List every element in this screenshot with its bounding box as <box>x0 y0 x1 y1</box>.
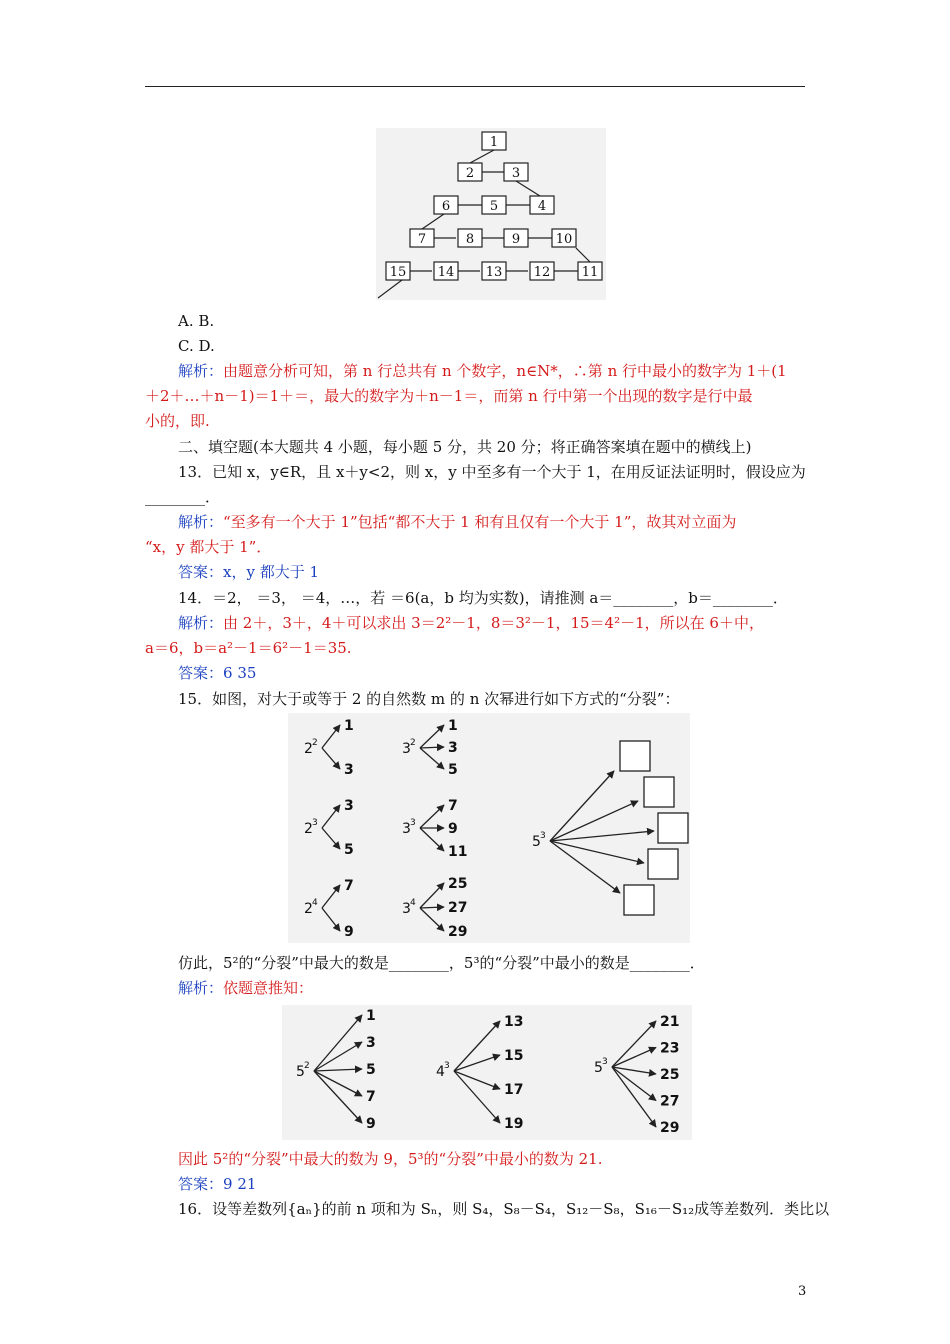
power-base: 4 <box>436 1064 445 1080</box>
analysis12-line-2: ＋2＋…＋n－1)＝1＋＝，最大的数字为＋n－1＝，而第 n 行中第一个出现的数字是行中最 <box>145 387 753 405</box>
triangle-number: 10 <box>555 232 573 247</box>
split-value: 5 <box>344 842 354 858</box>
analysis-label: 解析： <box>178 362 224 380</box>
split-arrow <box>322 828 340 849</box>
triangle-number: 14 <box>437 265 455 280</box>
split-arrow <box>454 1071 500 1089</box>
q13-analysis-line-2: “x，y 都大于 1”． <box>145 538 272 556</box>
q13-analysis-line-1 <box>178 511 810 533</box>
split-value: 13 <box>504 1014 524 1030</box>
split-value: 3 <box>448 740 458 756</box>
split-value: 19 <box>504 1116 524 1132</box>
power-base: 2 <box>304 741 313 757</box>
split-arrow <box>420 907 444 908</box>
q13-answer <box>178 561 810 583</box>
split-figure-1 <box>288 713 690 943</box>
split-value: 25 <box>660 1067 680 1083</box>
split-value: 5 <box>366 1062 376 1078</box>
split-arrow <box>322 725 340 748</box>
power-base: 3 <box>402 901 411 917</box>
power-exponent: 4 <box>312 898 318 908</box>
page-number: 3 <box>798 1284 807 1299</box>
triangle-number: 8 <box>465 232 475 247</box>
q14-answer <box>178 662 810 684</box>
split-arrow <box>322 885 340 908</box>
power-base: 5 <box>532 834 541 850</box>
split-value: 1 <box>344 718 354 734</box>
triangle-number: 1 <box>489 135 499 150</box>
power-exponent: 3 <box>444 1061 450 1071</box>
q16-line-1: 16．设等差数列{aₙ}的前 n 项和为 Sₙ，则 S₄，S₈－S₄，S₁₂－S₈，S₁₆－S₁₂成等差数列．类比以 <box>178 1200 830 1218</box>
split-value: 9 <box>366 1116 376 1132</box>
split-arrow <box>314 1042 362 1071</box>
q14-line-1: 14．＝2， ＝3， ＝4，…，若 ＝6(a，b 均为实数)，请推测 a＝________，b＝________． <box>178 589 788 607</box>
blank-box <box>624 885 654 915</box>
q15-conclusion: 因此 5²的“分裂”中最大的数为 9，5³的“分裂”中最小的数为 21. <box>178 1150 603 1168</box>
split-value: 11 <box>448 844 468 860</box>
split-figure-2 <box>282 1005 692 1140</box>
split-value: 7 <box>366 1089 376 1105</box>
split-arrow <box>420 748 444 769</box>
split-value: 7 <box>344 878 354 894</box>
split-value: 29 <box>660 1120 680 1136</box>
split-arrow <box>314 1069 362 1071</box>
split-arrow <box>550 831 654 841</box>
split-value: 27 <box>448 900 468 916</box>
answer-text: 6 35 <box>223 664 257 682</box>
header-rule <box>145 86 805 87</box>
split-arrow <box>420 908 444 931</box>
blank-box <box>648 849 678 879</box>
section-2-heading: 二、填空题(本大题共 4 小题，每小题 5 分，共 20 分；将正确答案填在题中的横线上) <box>178 438 752 456</box>
split-value: 3 <box>344 798 354 814</box>
power-exponent: 3 <box>602 1057 608 1067</box>
split-arrow <box>420 747 444 748</box>
split-arrow <box>612 1021 656 1067</box>
split-arrow <box>420 805 444 828</box>
number-triangle-figure <box>376 128 606 300</box>
triangle-number: 7 <box>417 232 427 247</box>
triangle-number: 3 <box>511 166 521 181</box>
split-value: 15 <box>504 1048 524 1064</box>
blank-box <box>620 741 650 771</box>
split-arrow <box>612 1067 656 1101</box>
analysis-text: 依题意推知： <box>223 979 314 997</box>
analysis-text: 由 2＋，3＋，4＋可以求出 3＝2²－1，8＝3²－1，15＝4²－1，所以在 6＋中， <box>223 614 764 632</box>
split-arrow <box>322 748 340 769</box>
power-base: 2 <box>304 901 313 917</box>
split-arrow <box>420 828 444 851</box>
power-exponent: 3 <box>312 818 318 828</box>
power-exponent: 2 <box>410 738 416 748</box>
split-arrow <box>314 1071 362 1096</box>
split-value: 9 <box>448 821 458 837</box>
split-value: 23 <box>660 1040 680 1057</box>
power-base: 5 <box>296 1064 305 1080</box>
options-line-1: A. B. <box>178 312 215 330</box>
triangle-number: 2 <box>465 166 475 181</box>
split-arrow <box>322 805 340 828</box>
split-arrow <box>612 1067 656 1127</box>
split-value: 1 <box>366 1008 376 1024</box>
split-value: 21 <box>660 1014 680 1030</box>
split-value: 9 <box>344 924 354 940</box>
answer-label: 答案： <box>178 664 224 682</box>
split-arrow <box>612 1067 656 1074</box>
triangle-number: 6 <box>441 199 451 214</box>
power-exponent: 3 <box>540 831 546 841</box>
split-arrow <box>550 801 638 841</box>
power-exponent: 4 <box>410 898 416 908</box>
analysis-label: 解析： <box>178 614 224 632</box>
triangle-number: 4 <box>537 199 547 214</box>
triangle-number: 5 <box>489 199 499 214</box>
split-value: 29 <box>448 924 468 940</box>
power-base: 2 <box>304 821 313 837</box>
triangle-number: 13 <box>485 265 503 280</box>
split-value: 5 <box>448 762 458 778</box>
split-arrow <box>454 1071 500 1123</box>
split-arrow <box>612 1048 656 1068</box>
split-value: 3 <box>366 1035 376 1051</box>
split-value: 1 <box>448 718 458 734</box>
analysis12-line-3: 小的，即. <box>145 412 210 430</box>
answer-label: 答案： <box>178 563 224 581</box>
split-arrow <box>420 725 444 748</box>
analysis12-line-1 <box>178 360 810 382</box>
triangle-number: 12 <box>533 265 551 280</box>
q14-analysis-line-2: a＝6，b＝a²－1＝6²－1＝35. <box>145 639 352 657</box>
split-arrow <box>314 1015 362 1071</box>
q13-line-1: 13．已知 x，y∈R，且 x＋y<2，则 x，y 中至多有一个大于 1，在用反证法证明时，假设应为 <box>178 463 806 481</box>
analysis-label: 解析： <box>178 979 224 997</box>
split-arrow <box>420 883 444 908</box>
power-base: 5 <box>594 1060 603 1076</box>
split-value: 17 <box>504 1082 524 1098</box>
split-value: 27 <box>660 1093 680 1110</box>
split-arrow <box>550 771 614 841</box>
split-value: 3 <box>344 762 354 778</box>
analysis-label: 解析： <box>178 513 224 531</box>
q15-analysis <box>178 977 810 999</box>
q15-line-2: 仿此，5²的“分裂”中最大的数是________，5³的“分裂”中最小的数是________． <box>178 954 705 972</box>
split-arrow <box>322 908 340 931</box>
analysis-text: 由题意分析可知，第 n 行总共有 n 个数字，n∈N*，∴第 n 行中最小的数字为 1＋(1 <box>223 362 787 380</box>
options-line-2: C. D. <box>178 337 215 355</box>
split-value: 7 <box>448 798 458 814</box>
power-exponent: 3 <box>410 818 416 828</box>
triangle-number: 15 <box>389 265 407 280</box>
split-arrow <box>314 1071 362 1123</box>
split-value: 25 <box>448 876 468 892</box>
triangle-number: 11 <box>581 265 599 280</box>
q14-analysis-line-1 <box>178 612 810 634</box>
answer-text: 9 21 <box>223 1175 257 1193</box>
q13-line-2: ________． <box>145 488 221 506</box>
power-base: 3 <box>402 821 411 837</box>
analysis-text: “至多有一个大于 1”包括“都不大于 1 和有且仅有一个大于 1”，故其对立面为 <box>223 513 737 531</box>
q15-line-1: 15．如图，对大于或等于 2 的自然数 m 的 n 次幂进行如下方式的“分裂”： <box>178 690 680 708</box>
power-base: 3 <box>402 741 411 757</box>
blank-box <box>658 813 688 843</box>
blank-box <box>644 777 674 807</box>
power-exponent: 2 <box>312 738 318 748</box>
answer-text: x，y 都大于 1 <box>223 563 320 581</box>
q15-answer <box>178 1173 810 1195</box>
power-exponent: 2 <box>304 1061 310 1071</box>
answer-label: 答案： <box>178 1175 224 1193</box>
triangle-number: 9 <box>511 232 521 247</box>
